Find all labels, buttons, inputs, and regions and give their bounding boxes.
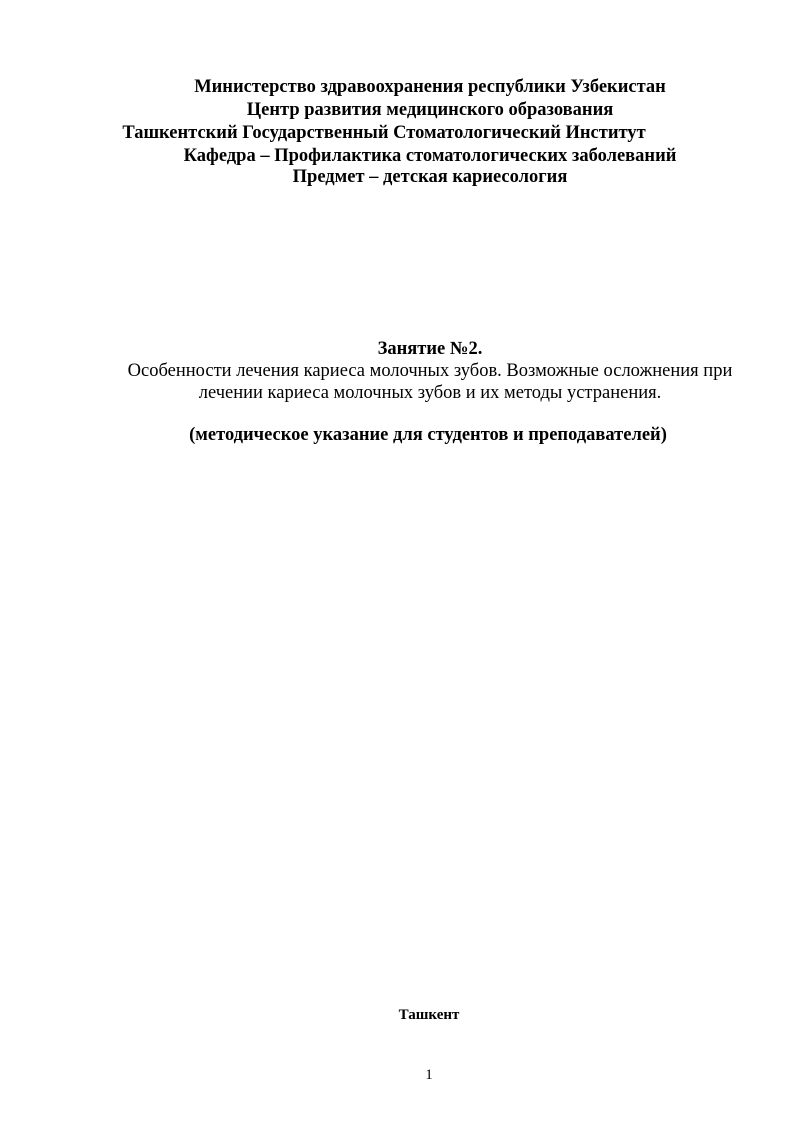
lesson-title: Занятие №2. [377,339,483,359]
subject-heading: Предмет – детская кариесология [292,167,568,187]
ministry-heading: Министерство здравоохранения республики Узбекистан [194,77,666,97]
lesson-topic: Особенности лечения кариеса молочных зубов. Возможные осложнения при лечении кариеса молочных зубов и их методы устранения. [127,361,733,403]
method-note: (методическое указание для студентов и преподавателей) [189,425,667,445]
center-heading: Центр развития медицинского образования [246,100,614,120]
institute-heading: Ташкентский Государственный Стоматологический Институт [122,123,646,143]
department-heading: Кафедра – Профилактика стоматологических заболеваний [183,146,677,166]
page-number: 1 [425,1067,433,1083]
city-label: Ташкент [398,1007,460,1023]
